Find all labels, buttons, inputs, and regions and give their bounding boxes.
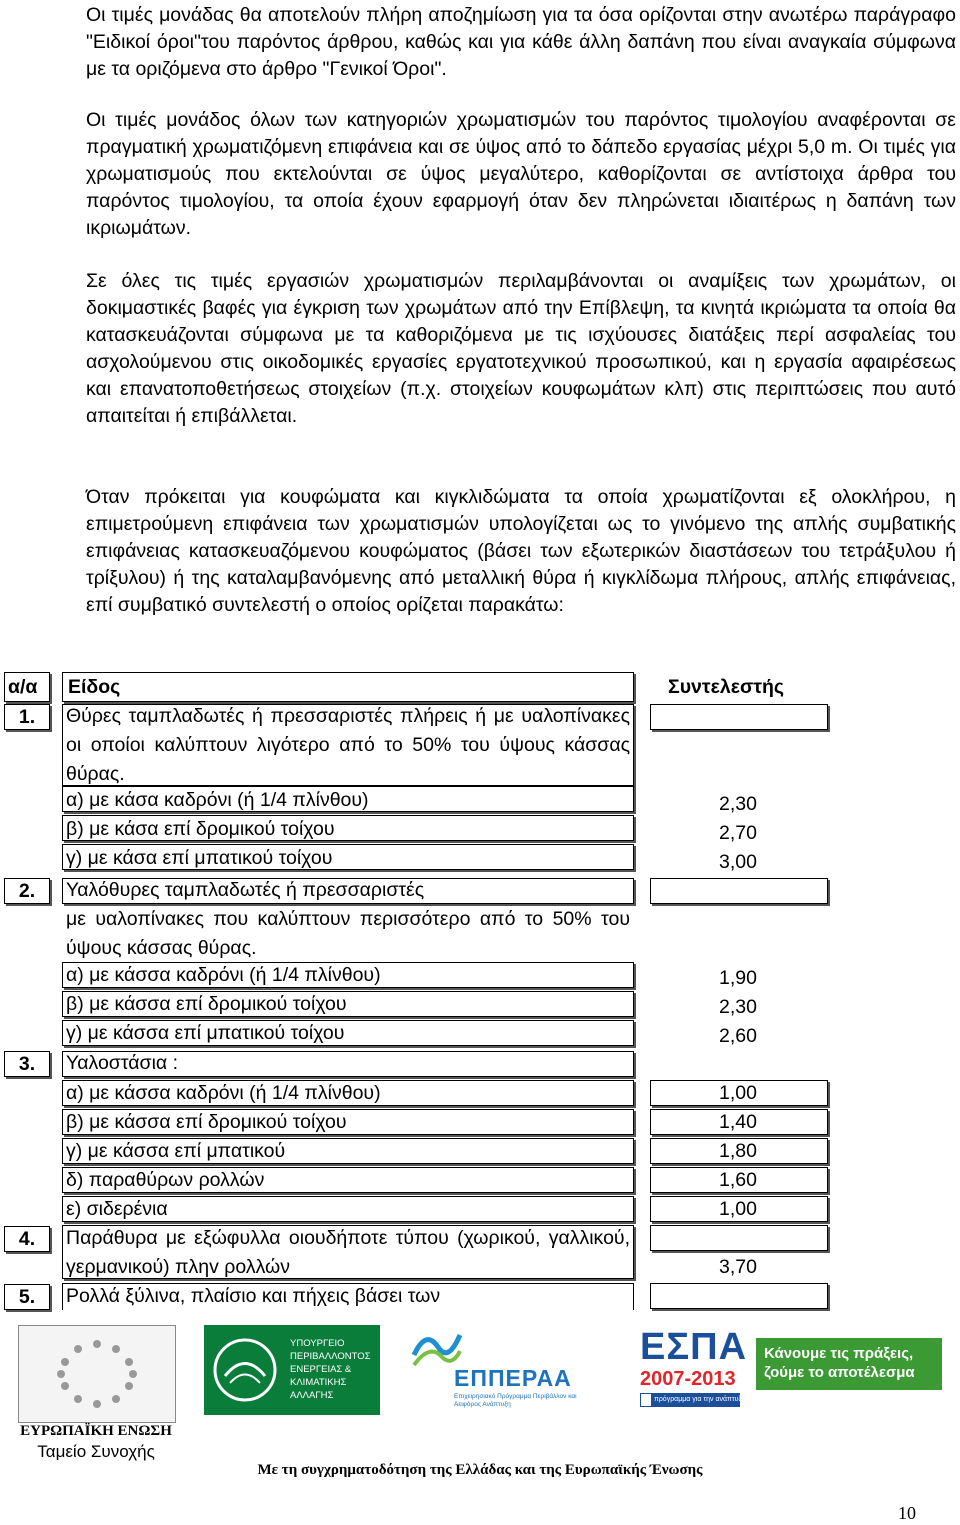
eu-label: ΕΥΡΩΠΑΪΚΗ ΕΝΩΣΗ	[20, 1423, 172, 1439]
header-syntelestis: Συντελεστής	[668, 676, 785, 698]
espa-subtitle: πρόγραμμα για την ανάπτυξη	[654, 1396, 746, 1403]
value-cell	[650, 1225, 828, 1251]
fund-label: Ταμείο Συνοχής	[37, 1442, 155, 1461]
subitem: γ) με κάσα επί μπατικού τοίχου	[66, 847, 333, 869]
subitem: α) με κάσσα καδρόνι (ή 1/4 πλίνθου)	[66, 1082, 381, 1104]
eu-stars-icon	[19, 1326, 175, 1422]
cofunding-note: Με τη συγχρηματοδότηση της Ελλάδας και της Ευρωπαϊκής Ένωσης	[257, 1462, 703, 1478]
value-cell	[650, 704, 828, 730]
value-cell	[650, 1283, 828, 1309]
ministry-emblem-icon	[210, 1331, 280, 1409]
item-description: Ρολλά ξύλινα, πλαίσιο και πήχεις βάσει των	[66, 1285, 441, 1307]
item-description-continued: με υαλοπίνακες που καλύπτουν περισσότερο από το 50% του ύψους κάσσας θύρας.	[66, 908, 630, 959]
coefficient-value: 3,70	[719, 1256, 757, 1278]
espa-title: ΕΣΠΑ	[640, 1326, 748, 1368]
coefficient-value: 2,70	[719, 822, 757, 844]
header-aa: α/α	[8, 676, 38, 698]
epperaa-logo	[406, 1325, 584, 1415]
coefficient-value: 1,60	[719, 1169, 757, 1191]
item-description: Υαλοστάσια :	[66, 1052, 179, 1074]
coefficient-value: 2,60	[719, 1025, 757, 1047]
subitem: ε) σιδερένια	[66, 1198, 168, 1220]
slogan-logo	[756, 1338, 942, 1390]
espa-years: 2007-2013	[640, 1368, 736, 1390]
ministry-name: ΥΠΟΥΡΓΕΙΟ ΠΕΡΙΒΑΛΛΟΝΤΟΣ ΕΝΕΡΓΕΙΑΣ & ΚΛΙΜΑΤΙΚΗΣ ΑΛΛΑΓΗΣ	[290, 1338, 371, 1401]
coefficient-value: 1,00	[719, 1082, 757, 1104]
espa-logo	[640, 1326, 750, 1410]
item-description: Θύρες ταμπλαδωτές ή πρεσσαριστές πλήρεις ή με υαλοπίνακες οι οποίοι καλύπτουν λιγότερο από το 50% του ύψους κάσσας θύρας.	[66, 705, 630, 785]
coefficient-value: 1,00	[719, 1198, 757, 1220]
subitem: γ) με κάσσα επί μπατικού	[66, 1140, 286, 1162]
slogan-text: Κάνουμε τις πράξεις, ζούμε το αποτέλεσμα	[764, 1345, 915, 1381]
coefficient-value: 2,30	[719, 793, 757, 815]
value-cell	[650, 878, 828, 904]
subitem: β) με κάσα επί δρομικού τοίχου	[66, 818, 335, 840]
subitem: δ) παραθύρων ρολλών	[66, 1169, 265, 1191]
coefficient-value: 1,90	[719, 967, 757, 989]
row-number: 2.	[18, 880, 36, 902]
greek-flag-icon	[640, 1393, 652, 1407]
eu-flag-logo	[18, 1325, 176, 1423]
coefficient-value: 2,30	[719, 996, 757, 1018]
paragraph-surface-height: Οι τιμές μονάδος όλων των κατηγοριών χρωματισμών του παρόντος τιμολογίου αναφέρονται σε πραγματική χρωματιζόμενη επιφάνεια και σε ύψος από το δάπεδο εργασίας μέχρι 5,0 m. Οι τιμές για χρωματισμούς που εκτελούνται σε ύψος μεγαλύτερο, καθορίζονται σε αντίστοιχα άρθρα του παρόντος τιμολογίου, τα οποία έχουν εφαρμογή όταν δεν πληρώνεται ιδιαιτέρως η δαπάνη των ικριωμάτων.	[86, 109, 956, 239]
epperaa-subtitle: Επιχειρησιακό Πρόγραμμα Περιβάλλον και Αειφόρος Ανάπτυξη	[454, 1393, 577, 1408]
item-description: Παράθυρα με εξώφυλλα οιουδήποτε τύπου (χωρικού, γαλλικού, γερμανικού) πληv ρολλών	[66, 1227, 630, 1278]
paragraph-included-work: Σε όλες τις τιμές εργασιών χρωματισμών περιλαμβάνονται οι αναμίξεις των χρωμάτων, οι δοκιμαστικές βαφές για έγκριση των χρωμάτων από την Επίβλεψη, τα κινητά ικριώματα τα οποία θα κατασκευάζονται σύμφωνα με τα καθοριζόμενα με τις ισχύουσες διατάξεις περί ασφαλείας του ασχολούμενου στις οικοδομικές εργασίες εργατοτεχνικού προσωπικού, και η εργασία αφαιρέσεως και επανατοποθετήσεως στοιχείων (π.χ. στοιχείων κουφωμάτων κλπ) στις περιπτώσεις που αυτό απαιτείται ή επιβάλλεται.	[86, 270, 956, 427]
page-number: 10	[898, 1503, 916, 1523]
subitem: α) με κάσσα καδρόνι (ή 1/4 πλίνθου)	[66, 964, 381, 986]
subitem: β) με κάσσα επί δρομικού τοίχου	[66, 993, 347, 1015]
subitem: γ) με κάσσα επί μπατικού τοίχου	[66, 1022, 345, 1044]
header-eidos-cell	[62, 672, 634, 702]
row-number: 5.	[18, 1286, 36, 1308]
subitem: α) με κάσα καδρόνι (ή 1/4 πλίνθου)	[66, 789, 369, 811]
coefficient-value: 3,00	[719, 851, 757, 873]
paragraph-unit-prices: Οι τιμές μονάδας θα αποτελούν πλήρη αποζημίωση για τα όσα ορίζονται στην ανωτέρω παράγραφο "Ειδικοί όροι"του παρόντος άρθρου, καθώς και για κάθε άλλη δαπάνη που είναι αναγκαία σύμφωνα με τα οριζόμενα στο άρθρο "Γενικοί Όροι".	[86, 4, 956, 80]
header-eidos: Είδος	[68, 676, 121, 698]
coefficient-value: 1,40	[719, 1111, 757, 1133]
coefficient-value: 1,80	[719, 1140, 757, 1162]
row-number: 4.	[18, 1228, 36, 1250]
ministry-logo	[204, 1325, 380, 1415]
row-number: 3.	[18, 1053, 36, 1075]
paragraph-frames-coefficient: Όταν πρόκειται για κουφώματα και κιγκλιδώματα τα οποία χρωματίζονται εξ ολοκλήρου, η επιμετρούμενη επιφάνεια των χρωματισμών υπολογίζεται ως το γινόμενο της απλής συμβατικής επιφάνειας κατασκευαζόμενου κουφώματος (βάσει των εξωτερικών διαστάσεων του τετράξυλου ή τρίξυλου) ή της καταλαμβανόμενης από μεταλλική θύρα ή κιγκλίδωμα πλήρους, απλής επιφάνειας, επί συμβατικό συντελεστή ο οποίος ορίζεται παρακάτω:	[86, 486, 956, 616]
subitem: β) με κάσσα επί δρομικού τοίχου	[66, 1111, 347, 1133]
wave-icon	[412, 1325, 462, 1367]
item-description: Υαλόθυρες ταμπλαδωτές ή πρεσσαριστές	[66, 879, 425, 901]
row-number: 1.	[18, 706, 36, 728]
epperaa-title: ΕΠΠΕΡΑΑ	[454, 1365, 572, 1391]
